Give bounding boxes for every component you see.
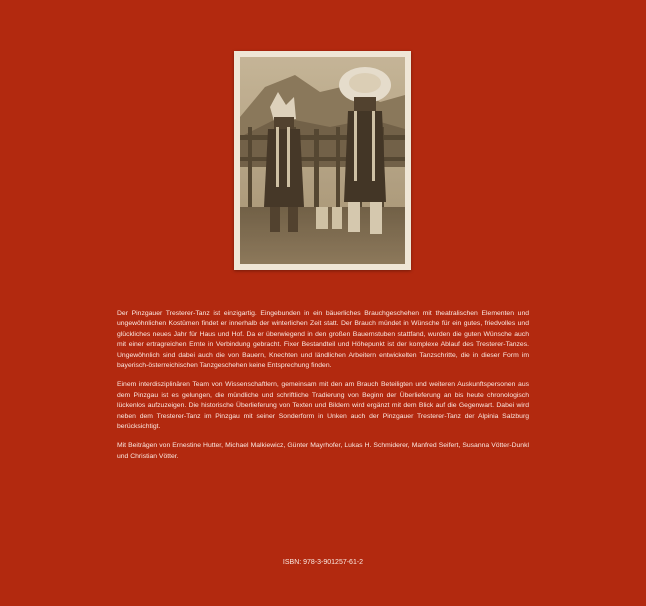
photo-frame — [234, 51, 411, 270]
paragraph-intro: Der Pinzgauer Tresterer-Tanz ist einzigartig. Eingebunden in ein bäuerliches Brauchgeschehen mit theatralischen Elementen und ungewöhnlichen Kostümen findet er innerhalb der winterlichen Zeit statt. Der Brauch mündet in Wünsche für ein gutes, friedvolles und glückliches neues Jahr für Haus und Hof. Da er überwiegend in den großen Bauernstuben stattfand, wurden die guten Wünsche auch mit einer ertragreichen Ernte in Verbindung gebracht. Fixer Bestandteil und Höhepunkt ist der komplexe Ablauf des Tresterer-Tanzes. Ungewöhnlich sind dabei auch die von Bauern, Knechten und ländlichen Arbeitern entwickelten Tanzschritte, die in dieser Form im bayerisch-österreichischen Tanzgeschehen keine Entsprechung finden. — [117, 310, 529, 370]
paragraph-research: Einem interdisziplinären Team von Wissenschaftlern, gemeinsam mit den am Brauch Beteiligten und weiteren Auskunftspersonen aus dem Pinzgau ist es gelungen, die mündliche und schriftliche Tradierung von Beginn der Überlieferung an bis heute chronologisch lückenlos aufzuzeigen. Die historische Überlieferung von Texten und Bildern wird ergänzt mit dem Blick auf die Gegenwart. Dabei wird neben dem Tresterer-Tanz im Pinzgau mit seiner Sonderform in Unken auch der Pinzgauer Tresterer-Tanz der Alpinia Salzburg berücksichtigt. — [117, 381, 529, 431]
isbn-number: ISBN: 978-3-901257-61-2 — [282, 559, 364, 566]
paragraph-contributors: Mit Beiträgen von Ernestine Hutter, Michael Malkiewicz, Günter Mayrhofer, Lukas H. Schmiderer, Manfred Seifert, Susanna Vötter-Dunkl und Christian Vötter. — [117, 442, 529, 460]
description-text — [117, 309, 529, 471]
historic-photo — [240, 57, 405, 264]
